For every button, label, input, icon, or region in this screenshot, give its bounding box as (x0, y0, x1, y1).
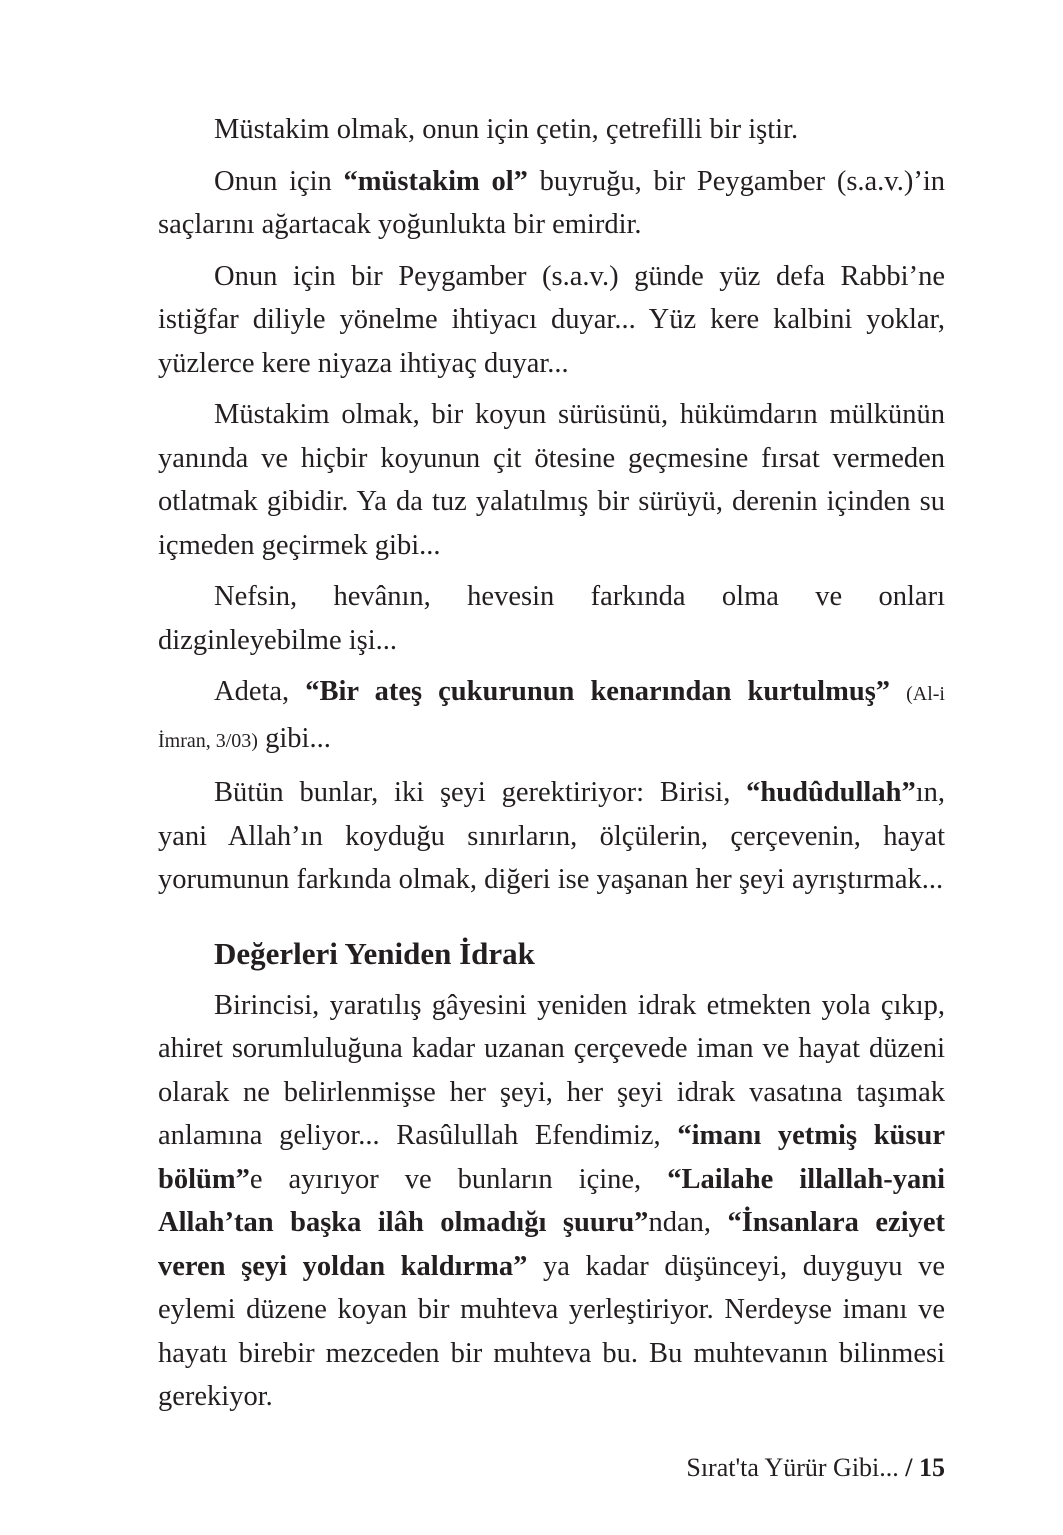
page-footer (686, 1448, 945, 1488)
body-text-section-1 (158, 108, 945, 902)
footer-separator: / (905, 1453, 913, 1482)
bold-quote: “Bir ateş çukurunun kenarından kurtulmuş” (305, 676, 891, 707)
text-run: Bütün bunlar, iki şeyi gerektiriyor: Birisi, (214, 777, 747, 808)
paragraph (158, 575, 945, 662)
text-run: Adeta, (214, 676, 306, 707)
bold-quote: “müstakim ol” (343, 165, 528, 197)
text-run: Onun için bir Peygamber (s.a.v.) günde yüz defa Rabbi’ne istiğfar diliyle yönelme ihtiyacı duyar... Yüz kere kalbini yoklar, yüzlerce kere niyaza ihtiyaç duyar... (158, 260, 945, 379)
text-run: Nefsin, hevânın, hevesin farkında olma ve onları dizginleyebilme işi... (158, 581, 945, 656)
text-run: ya kadar düşünceyi, duyguyu ve eylemi düzene koyan bir muhteva yerleştiriyor. Nerdeyse imanı ve hayatı birebir mezceden bir muhteva bu. Bu muhtevanın bilinmesi gerekiyor. (158, 1250, 945, 1412)
page-body (158, 108, 945, 1427)
paragraph (158, 984, 945, 1419)
text-run: Müstakim olmak, onun için çetin, çetrefilli bir iştir. (214, 114, 799, 145)
body-text-section-2 (158, 984, 945, 1419)
text-run: Birincisi, yaratılış gâyesini yeniden idrak etmekten yola çıkıp, ahiret sorumluluğuna kadar uzanan çerçevede iman ve hayat düzeni olarak ne belirlenmişse her şeyi, her şeyi idrak vasatına taşımak anlamına geliyor... Rasûlullah Efendimiz, (158, 989, 945, 1151)
section-heading: Değerleri Yeniden İdrak (214, 935, 535, 971)
text-run: ın, yani Allah’ın koyduğu sınırların, ölçülerin, çerçevenin, hayat yorumunun farkında olmak, diğeri ise yaşanan her şeyi ayrıştırmak... (158, 777, 945, 895)
bold-quote: “Lailahe illallah-yani Allah’tan başka ilâh olmadığı şuuru” (158, 1163, 945, 1238)
paragraph (158, 108, 945, 152)
text-run: ndan, (648, 1207, 728, 1238)
text-run: gibi... (257, 722, 331, 754)
bold-quote: “İnsanlara eziyet veren şeyi yoldan kaldırma” (158, 1207, 946, 1282)
bold-quote: “hudûdullah” (746, 777, 916, 808)
paragraph (158, 771, 945, 902)
text-run: Onun için (214, 165, 344, 197)
text-run: buyruğu, bir Peygamber (s.a.v.)’in saçlarını ağartacak yoğunlukta bir emirdir. (158, 165, 945, 240)
citation: (Al-i İmran, 3/03) (158, 683, 945, 752)
page-number: 15 (919, 1453, 945, 1482)
paragraph (158, 255, 945, 386)
paragraph (158, 160, 945, 247)
paragraph (158, 393, 945, 567)
bold-quote: “imanı yetmiş küsur bölüm” (158, 1120, 945, 1195)
paragraph (158, 670, 945, 763)
running-title: Sırat'ta Yürür Gibi... (686, 1453, 899, 1482)
text-run (890, 676, 906, 707)
text-run: e ayırıyor ve bunların içine, (249, 1163, 668, 1195)
text-run: Müstakim olmak, bir koyun sürüsünü, hükümdarın mülkünün yanında ve hiçbir koyunun çit ötesine geçmesine fırsat vermeden otlatmak gibidir. Ya da tuz yalatılmış bir sürüyü, derenin içinden su içmeden geçirmek gibi... (158, 399, 945, 561)
